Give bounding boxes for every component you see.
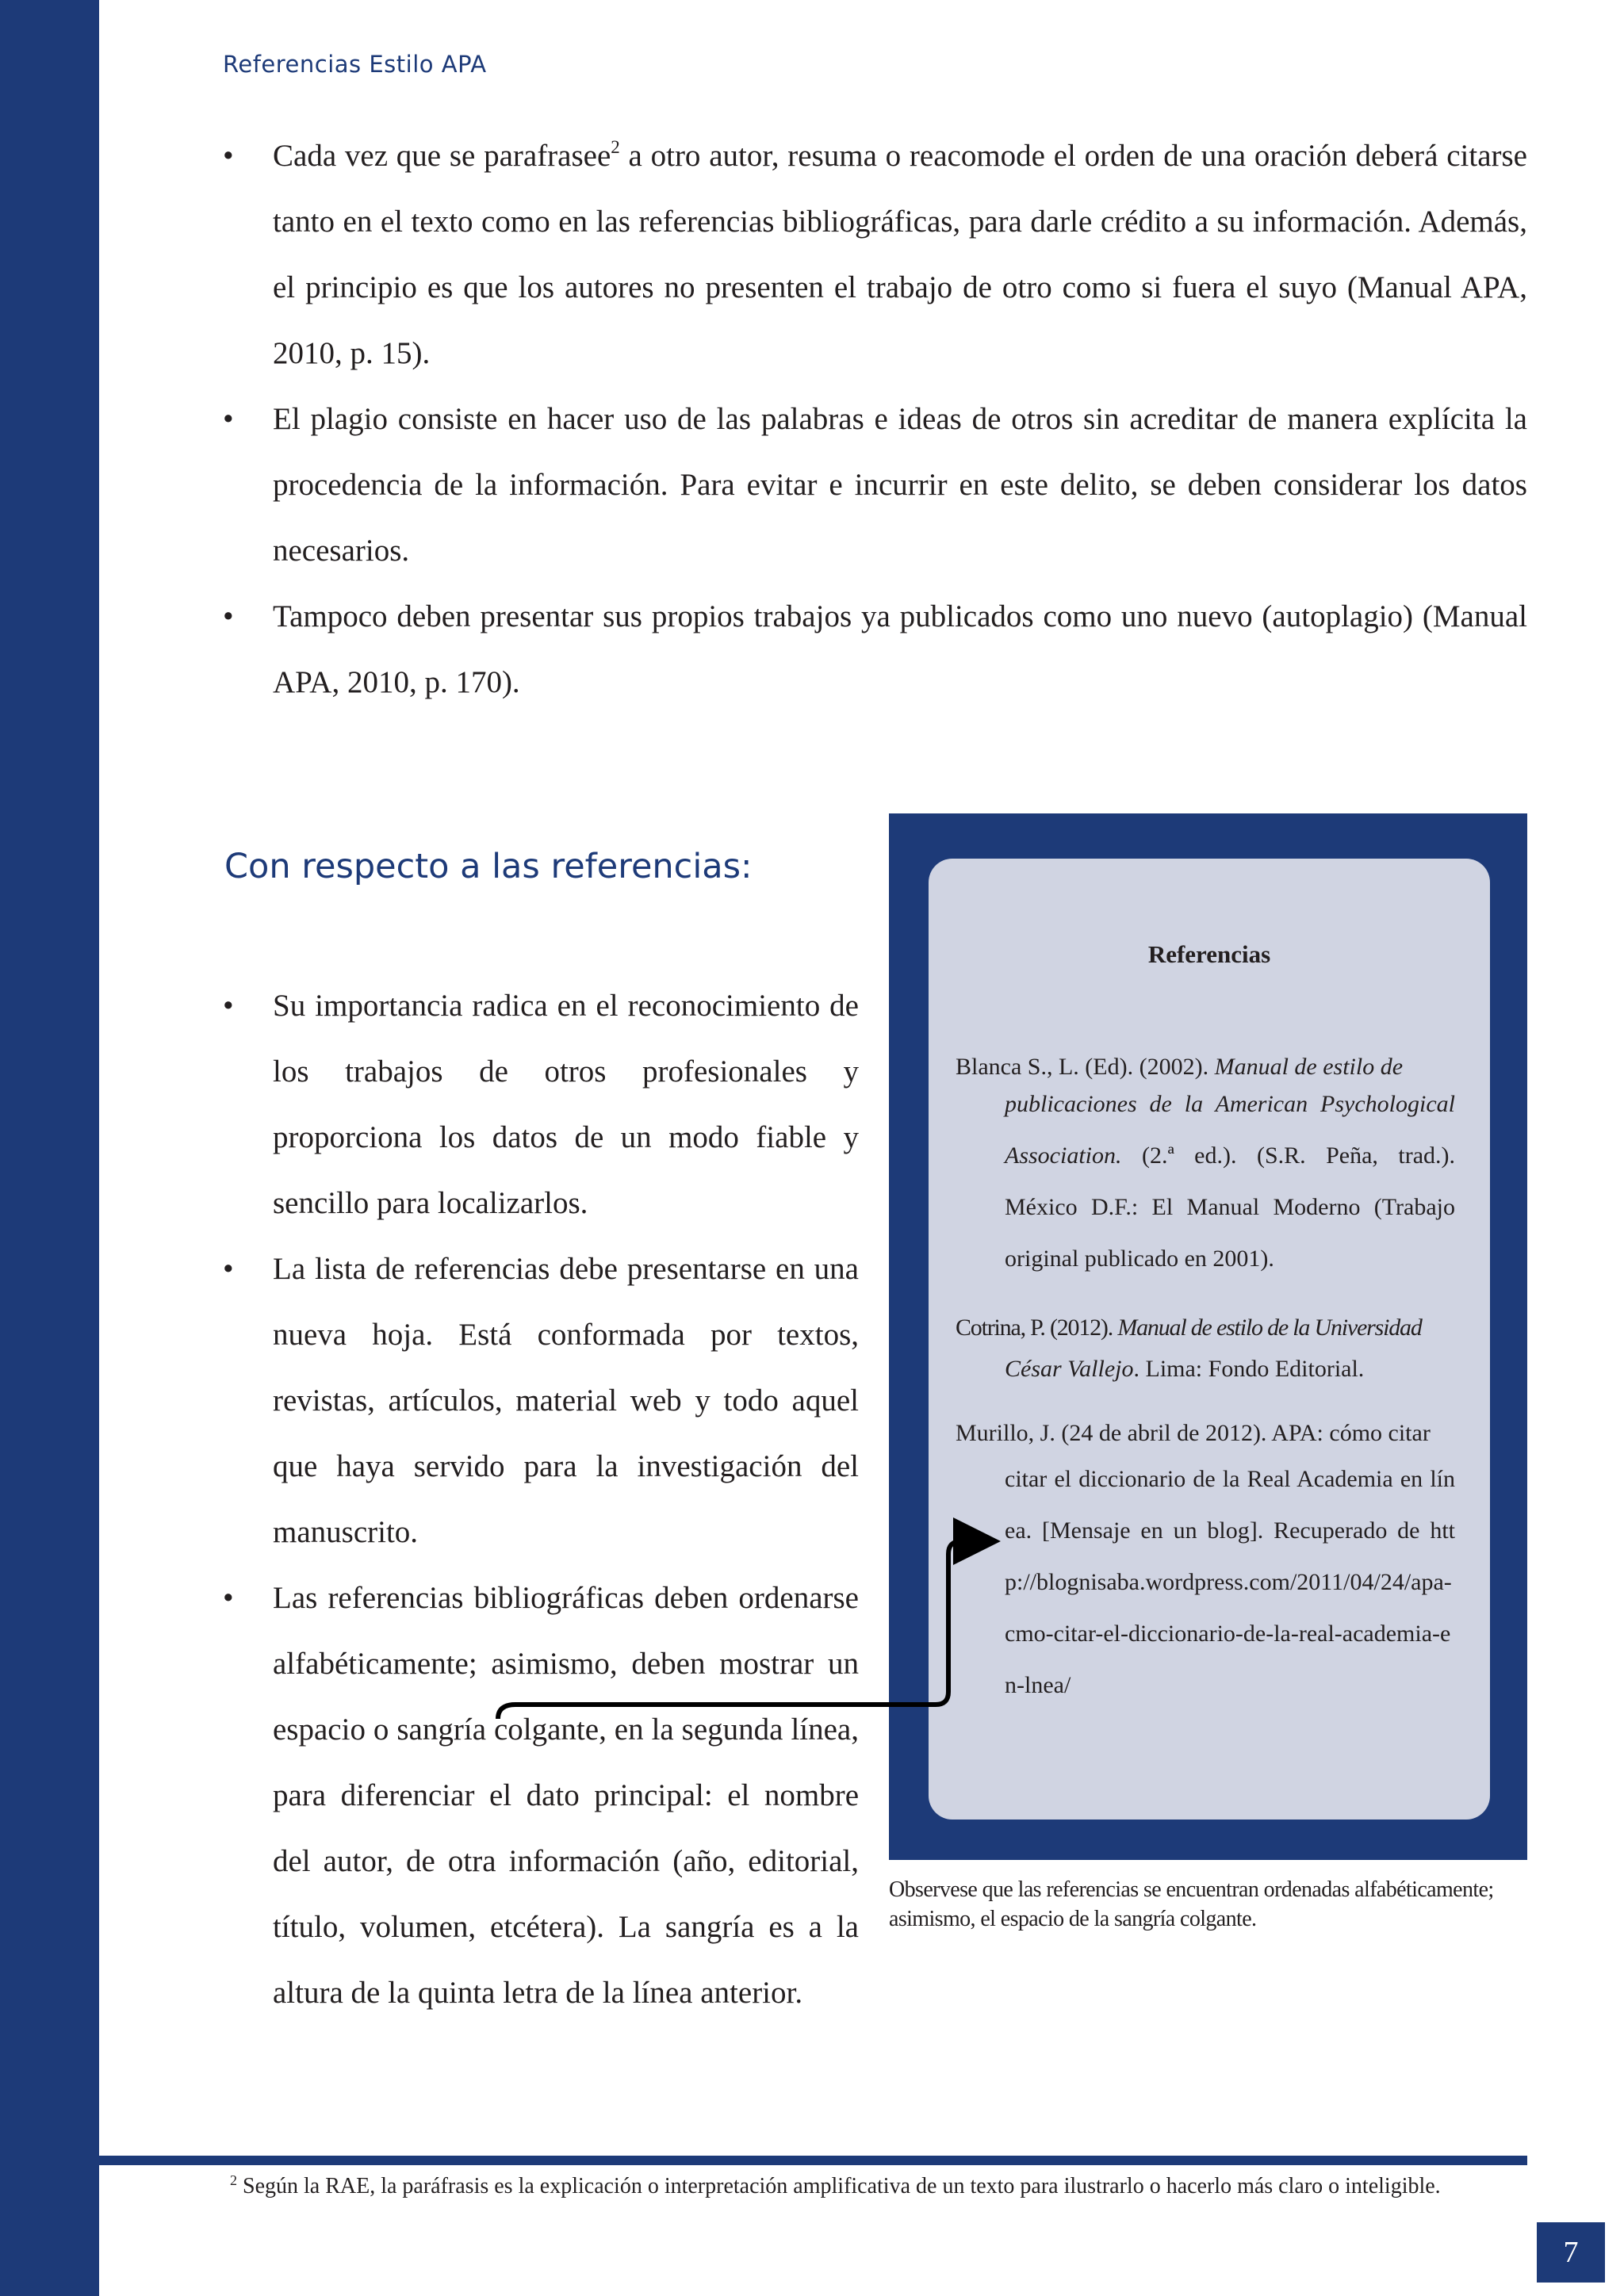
intro-bullet-paraphrase [223,123,1527,386]
left-accent-bar [0,0,99,2296]
references-bullet-hanging-indent [223,1565,859,2026]
section-heading: Con respecto a las referencias: [224,847,753,886]
reference-example-panel [889,813,1527,1860]
reference-entry-blanca [956,1041,1455,1284]
reference-example-caption: Observese que las referencias se encuentran ordenadas alfabéticamente; asimismo, el espacio de la sangría colgante. [889,1877,1494,1931]
references-bullet-importance [223,973,859,1236]
intro-bullet-autoplagio [223,584,1527,715]
entry-first-line: Blanca S., L. (Ed). (2002). [956,1054,1215,1080]
entry-title-italic: César Vallejo [1005,1356,1134,1382]
running-header: Referencias Estilo APA [223,51,487,78]
page-number: 7 [1537,2222,1605,2283]
footnote [230,2171,1441,2202]
footnote-marker: 2 [611,137,620,157]
intro-bullet-plagiarism [223,386,1527,584]
intro-bullet-list [223,123,1527,715]
bullet-text: El plagio consiste en hacer uso de las palabras e ideas de otros sin acreditar de manera explícita la procedencia de la información. Para evitar e incurrir en este delito, se deben considerar los datos necesarios. [273,402,1527,568]
footer-divider [99,2156,1527,2165]
entry-title-italic: publicaciones de la American Psychological Association. [1005,1091,1455,1169]
entry-first-line: Murillo, J. (24 de abril de 2012). APA: cómo citar [956,1420,1431,1446]
entry-continuation: citar el diccionario de la Real Academia en línea. [Mensaje en un blog]. Recuperado de http://blognisaba.wordpress.com/2011/04/24/apa-cmo-citar-el-diccionario-de-la-real-academia-en-lnea/ [1005,1466,1455,1698]
bullet-text: Su importancia radica en el reconocimiento de los trabajos de otros profesionales y proporciona los datos de un modo fiable y sencillo para localizarlos. [273,989,859,1220]
entry-first-line-italic: Manual de estilo de [1214,1054,1404,1080]
entry-first-line: Cotrina, P. (2012). [956,1314,1118,1341]
bullet-text: a otro autor, resuma o reacomode el orden de una oración deberá citarse tanto en el texto como en las referencias bibliográficas, para darle crédito a su información. Además, el principio es que los autores no presenten el trabajo de otro como si fuera el suyo (Manual APA, 2010, p. 15). [273,139,1527,370]
entry-first-line-italic: Manual de estilo de la Universidad [1117,1314,1422,1341]
reference-example-card [929,859,1490,1820]
footnote-number: 2 [230,2172,237,2188]
references-bullet-list-format [223,1236,859,1565]
references-bullet-list [223,973,859,2026]
bullet-text: La lista de referencias debe presentarse en una nueva hoja. Está conformada por textos, revistas, artículos, material web y todo aquel que haya servido para la investigación del manuscrito. [273,1252,859,1549]
bullet-text: Las referencias bibliográficas deben ordenarse alfabéticamente; asimismo, deben mostrar un espacio o sangría colgante, en la segunda línea, para diferenciar el dato principal: el nombre del autor, de otra información (año, editorial, título, volumen, etcétera). La sangría es a la altura de la quinta letra de la línea anterior. [273,1581,859,2010]
bullet-text: Tampoco deben presentar sus propios trabajos ya publicados como uno nuevo (autoplagio) (Manual APA, 2010, p. 170). [273,599,1527,699]
entry-continuation: (2.ª ed.). (S.R. Peña, trad.). México D.F.: El Manual Moderno (Trabajo original publicado en 2001). [1005,1142,1455,1272]
bullet-text: Cada vez que se parafrasee [273,139,611,173]
footnote-text: Según la RAE, la paráfrasis es la explicación o interpretación amplificativa de un texto para ilustrarlo o hacerlo más claro o inteligible. [243,2174,1441,2198]
reference-entry-cotrina [956,1307,1455,1390]
entry-continuation: . Lima: Fondo Editorial. [1133,1356,1365,1382]
reference-entry-murillo [956,1414,1455,1711]
reference-example-heading: Referencias [1147,940,1271,968]
